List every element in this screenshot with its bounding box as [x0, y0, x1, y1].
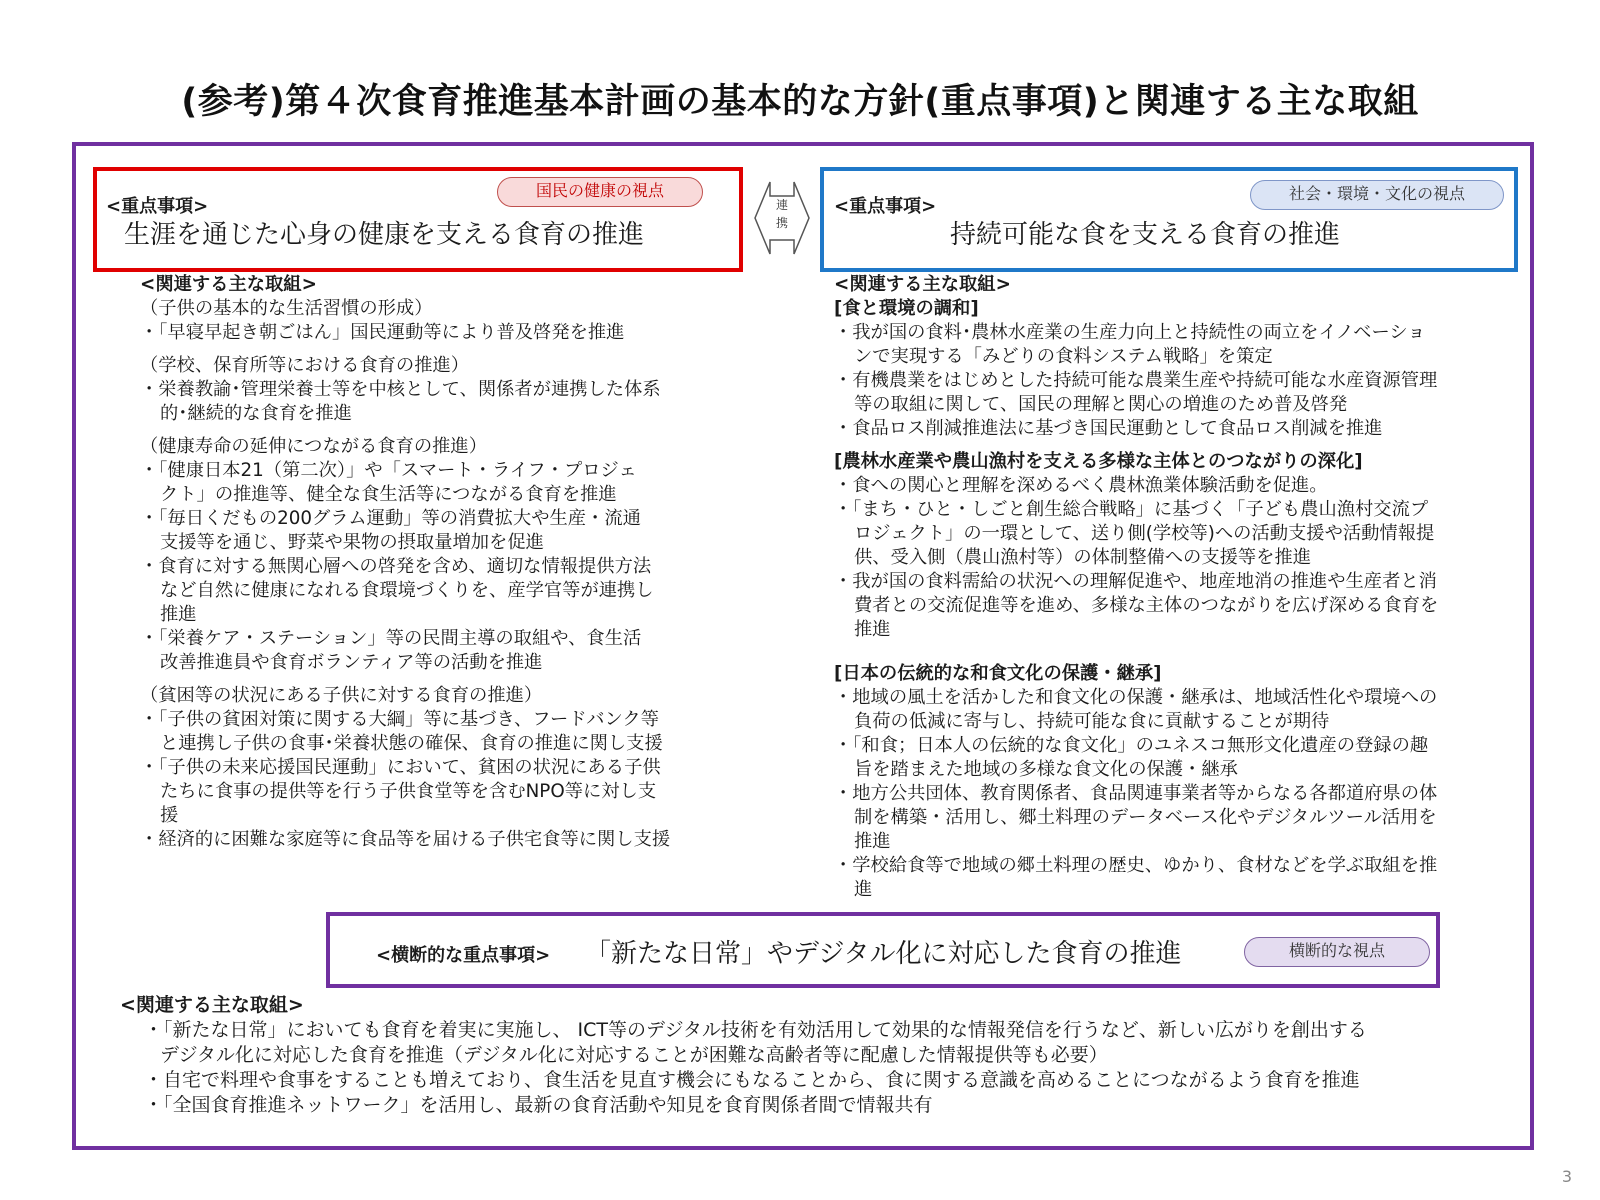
list-item: ・「栄養ケア・ステーション」等の民間主導の取組や、食生活 [140, 628, 642, 649]
list-item-cont: 支援等を通じ、野菜や果物の摂取量増加を促進 [160, 532, 544, 553]
list-item: ・自宅で料理や食事をすることも増えており、食生活を見直す機会にもなることから、食に関する意識を高めることにつながるよう食育を推進 [144, 1069, 1360, 1091]
list-item: ・「和食；日本人の伝統的な食文化」のユネスコ無形文化遺産の登録の趣 [834, 735, 1429, 756]
list-item: ・「毎日くだもの200グラム運動」等の消費拡大や生産・流通 [140, 508, 641, 529]
list-item: ・「全国食育推進ネットワーク」を活用し、最新の食育活動や知見を食育関係者間で情報共有 [144, 1094, 933, 1116]
subsection-heading: [食と環境の調和] [834, 298, 979, 319]
list-item-cont: 供、受入側（農山漁村等）の体制整備への支援等を推進 [854, 547, 1312, 568]
list-item: ・有機農業をはじめとした持続可能な農業生産や持続可能な水産資源管理 [834, 370, 1438, 391]
list-item: ・「まち・ひと・しごと創生総合戦略」に基づく「子ども農山漁村交流プ [834, 499, 1429, 520]
list-item-cont: デジタル化に対応した食育を推進（デジタル化に対応することが困難な高齢者等に配慮した情報提供等も必要） [160, 1044, 1108, 1066]
list-item-cont: たちに食事の提供等を行う子供食堂等を含むNPO等に対し支 [160, 781, 657, 802]
list-item-cont: 援 [160, 805, 179, 826]
cross-cutting-focus-title: 「新たな日常」やデジタル化に対応した食育の推進 [585, 939, 1182, 969]
society-viewpoint-badge: 社会・環境・文化の視点 [1250, 180, 1504, 210]
list-item-cont: と連携し子供の食事･栄養状態の確保、食育の推進に関し支援 [160, 733, 663, 754]
sustainability-focus-title: 持続可能な食を支える食育の推進 [950, 220, 1341, 250]
list-item: ・地方公共団体、教育関係者、食品関連事業者等からなる各都道府県の体 [834, 783, 1438, 804]
list-item-cont: など自然に健康になれる食環境づくりを、産学官等が連携し [160, 580, 654, 601]
list-item-cont: 推進 [854, 619, 891, 640]
list-item: ・地域の風土を活かした和食文化の保護・継承は、地域活性化や環境への [834, 687, 1438, 708]
section-heading: <関連する主な取組> [120, 994, 304, 1016]
subsection-heading: [農林水産業や農山漁村を支える多様な主体とのつながりの深化] [834, 451, 1363, 472]
list-item: ・経済的に困難な家庭等に食品等を届ける子供宅食等に関し支援 [140, 829, 671, 850]
list-item-cont: ンで実現する「みどりの食料システム戦略」を策定 [854, 346, 1273, 367]
list-item: ・「子供の貧困対策に関する大綱」等に基づき、フードバンク等 [140, 709, 659, 730]
list-item: ・「健康日本21（第二次）」や「スマート・ライフ・プロジェ [140, 460, 637, 481]
list-item-cont: 的･継続的な食育を推進 [160, 403, 352, 424]
cross-cutting-initiatives-list [120, 993, 1367, 1118]
list-item-cont: 費者との交流促進等を進め、多様な主体のつながりを広げ深める食育を [854, 595, 1439, 616]
page-number: 3 [1561, 1167, 1572, 1186]
list-item: ・食品ロス削減推進法に基づき国民運動として食品ロス削減を推進 [834, 418, 1383, 439]
list-item-cont: 進 [854, 879, 873, 900]
list-item-cont: 等の取組に関して、国民の理解と関心の増進のため普及啓発 [854, 394, 1348, 415]
list-item: ・食への関心と理解を深めるべく農林漁業体験活動を促進。 [834, 475, 1328, 496]
health-focus-title: 生涯を通じた心身の健康を支える食育の推進 [124, 220, 645, 250]
group-heading: （学校、保育所等における食育の推進） [140, 355, 470, 376]
cross-cutting-focus-kind: <横断的な重点事項> [376, 945, 551, 966]
list-item-cont: 旨を踏まえた地域の多様な食文化の保護・継承 [854, 759, 1238, 780]
link-label-bottom: 携 [775, 216, 788, 230]
list-item: ・「新たな日常」においても食育を着実に実施し、 ICT等のデジタル技術を有効活用して効果的な情報発信を行うなど、新しい広がりを創出する [144, 1019, 1367, 1041]
health-initiatives-list [140, 273, 670, 852]
list-item-cont: 推進 [854, 831, 891, 852]
sustainability-initiatives-list [834, 273, 1438, 902]
list-item: ・学校給食等で地域の郷土料理の歴史、ゆかり、食材などを学ぶ取組を推 [834, 855, 1438, 876]
sustainability-focus-kind: <重点事項> [834, 196, 937, 217]
list-item: ・栄養教諭･管理栄養士等を中核として、関係者が連携した体系 [140, 379, 661, 400]
health-focus-kind: <重点事項> [106, 196, 209, 217]
group-heading: （子供の基本的な生活習慣の形成） [140, 298, 433, 319]
list-item-cont: クト」の推進等、健全な食生活等につながる食育を推進 [160, 484, 617, 505]
list-item-cont: 制を構築・活用し、郷土料理のデータベース化やデジタルツール活用を [854, 807, 1437, 828]
list-item-cont: 負荷の低減に寄与し、持続可能な食に貢献することが期待 [854, 711, 1330, 732]
list-item-cont: 改善推進員や食育ボランティア等の活動を推進 [160, 652, 543, 673]
list-item-cont: 推進 [160, 604, 197, 625]
group-heading: （貧困等の状況にある子供に対する食育の推進） [140, 685, 543, 706]
list-item: ・我が国の食料需給の状況への理解促進や、地産地消の推進や生産者と消 [834, 571, 1437, 592]
list-item: ・我が国の食料･農林水産業の生産力向上と持続性の両立をイノベーショ [834, 322, 1426, 343]
health-viewpoint-badge: 国民の健康の視点 [497, 177, 703, 207]
section-heading: <関連する主な取組> [834, 274, 1011, 295]
list-item: ・「子供の未来応援国民運動」において、貧困の状況にある子供 [140, 757, 661, 778]
subsection-heading: [日本の伝統的な和食文化の保護・継承] [834, 663, 1162, 684]
list-item-cont: ロジェクト」の一環として、送り側(学校等)への活動支援や活動情報提 [854, 523, 1435, 544]
cross-viewpoint-badge: 横断的な視点 [1244, 937, 1430, 967]
section-heading: <関連する主な取組> [140, 274, 317, 295]
list-item: ・食育に対する無関心層への啓発を含め、適切な情報提供方法 [140, 556, 652, 577]
link-label-top: 連 [775, 198, 788, 212]
list-item: ・「早寝早起き朝ごはん」国民運動等により普及啓発を推進 [140, 322, 625, 343]
page-title: (参考)第４次食育推進基本計画の基本的な方針(重点事項)と関連する主な取組 [181, 82, 1419, 122]
group-heading: （健康寿命の延伸につながる食育の推進） [140, 436, 487, 457]
